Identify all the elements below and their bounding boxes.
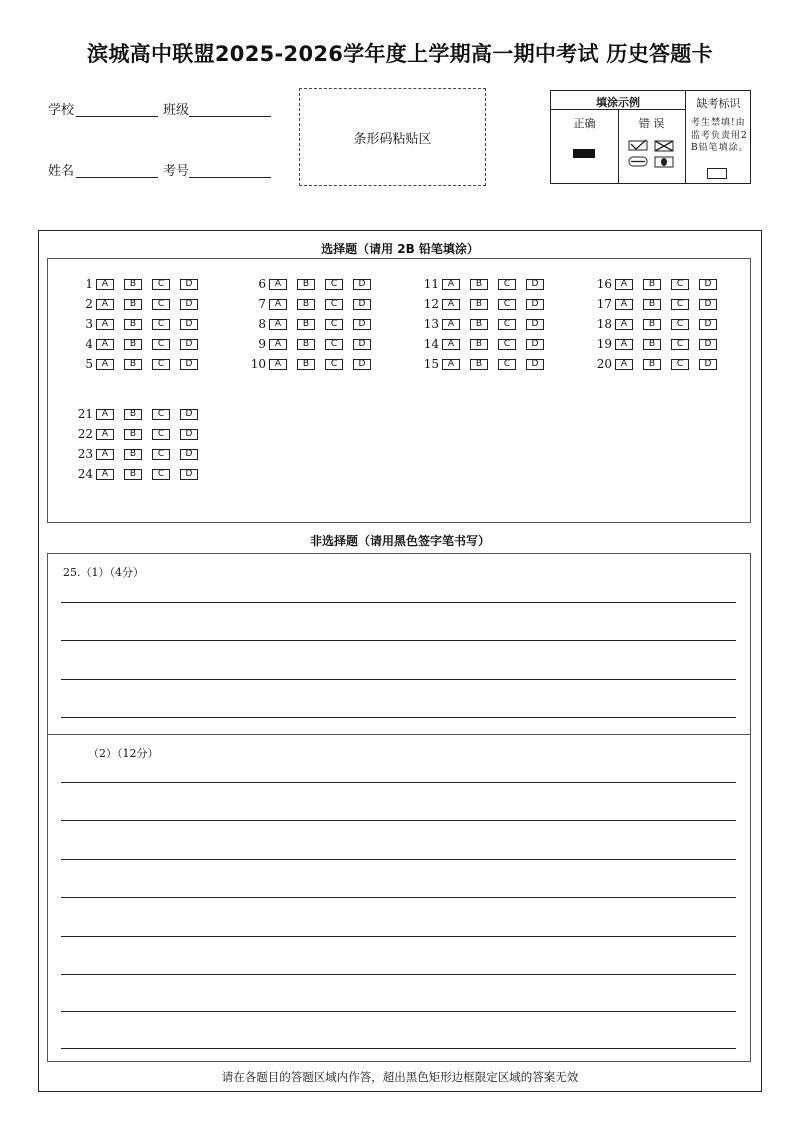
- option-bubble[interactable]: A: [96, 469, 114, 480]
- option-bubble[interactable]: B: [470, 299, 488, 310]
- wrong-marks-icon: [627, 138, 679, 172]
- question-number: 1: [85, 277, 93, 291]
- option-bubble[interactable]: D: [526, 359, 544, 370]
- option-bubble[interactable]: C: [498, 299, 516, 310]
- option-bubble[interactable]: B: [470, 279, 488, 290]
- option-bubble[interactable]: A: [442, 359, 460, 370]
- class-field[interactable]: [189, 100, 271, 117]
- option-bubble[interactable]: D: [180, 429, 198, 440]
- option-bubble[interactable]: C: [671, 319, 689, 330]
- option-bubble[interactable]: D: [180, 299, 198, 310]
- option-bubble[interactable]: C: [152, 429, 170, 440]
- writing-line: [61, 1048, 736, 1049]
- fill-example-box: [550, 90, 751, 184]
- mc-question-row: [73, 467, 208, 481]
- option-bubble[interactable]: B: [470, 359, 488, 370]
- name-label: 姓名: [48, 164, 75, 179]
- question-number: 3: [85, 317, 93, 331]
- option-bubble[interactable]: B: [297, 339, 315, 350]
- question-number: 8: [258, 317, 266, 331]
- writing-line: [61, 679, 736, 680]
- writing-line: [61, 1011, 736, 1012]
- mc-question-row: [246, 297, 381, 311]
- option-bubble[interactable]: C: [325, 359, 343, 370]
- option-bubble[interactable]: A: [96, 319, 114, 330]
- option-bubble[interactable]: A: [96, 359, 114, 370]
- mc-question-row: [592, 297, 727, 311]
- option-bubble[interactable]: D: [353, 359, 371, 370]
- question-number: 16: [596, 277, 612, 291]
- option-bubble[interactable]: B: [297, 319, 315, 330]
- mc-question-row: [246, 337, 381, 351]
- mc-question-row: [419, 277, 554, 291]
- option-bubble[interactable]: C: [498, 279, 516, 290]
- option-bubble[interactable]: A: [615, 319, 633, 330]
- question-number: 18: [596, 317, 612, 331]
- writing-line: [61, 602, 736, 603]
- option-bubble[interactable]: C: [152, 469, 170, 480]
- option-bubble[interactable]: D: [180, 409, 198, 420]
- question-number: 10: [250, 357, 266, 371]
- correct-label: 正确: [573, 117, 596, 130]
- mc-question-row: [73, 297, 208, 311]
- option-bubble[interactable]: A: [615, 339, 633, 350]
- absent-note: 考生禁填!由监考负责用2B铅笔填涂。: [691, 118, 749, 153]
- option-bubble[interactable]: D: [699, 279, 717, 290]
- mc-question-row: [419, 317, 554, 331]
- option-bubble[interactable]: C: [325, 279, 343, 290]
- option-bubble[interactable]: B: [124, 449, 142, 460]
- question-number: 13: [423, 317, 439, 331]
- option-bubble[interactable]: C: [152, 279, 170, 290]
- mc-question-row: [73, 407, 208, 421]
- option-bubble[interactable]: C: [498, 359, 516, 370]
- option-bubble[interactable]: A: [96, 279, 114, 290]
- mc-question-row: [73, 277, 208, 291]
- option-bubble[interactable]: B: [124, 429, 142, 440]
- question-number: 24: [77, 467, 93, 481]
- option-bubble[interactable]: A: [442, 299, 460, 310]
- option-bubble[interactable]: A: [96, 409, 114, 420]
- option-bubble[interactable]: D: [699, 339, 717, 350]
- mc-question-row: [246, 317, 381, 331]
- option-bubble[interactable]: A: [269, 319, 287, 330]
- option-bubble[interactable]: B: [124, 469, 142, 480]
- option-bubble[interactable]: B: [124, 319, 142, 330]
- option-bubble[interactable]: A: [615, 299, 633, 310]
- option-bubble[interactable]: C: [498, 319, 516, 330]
- question-number: 15: [423, 357, 439, 371]
- question-number: 12: [423, 297, 439, 311]
- option-bubble[interactable]: D: [180, 279, 198, 290]
- option-bubble[interactable]: B: [643, 359, 661, 370]
- question-number: 9: [258, 337, 266, 351]
- question-number: 7: [258, 297, 266, 311]
- mc-question-row: [592, 357, 727, 371]
- writing-line: [61, 640, 736, 641]
- class-label: 班级: [163, 103, 190, 118]
- wrong-label: 错 误: [638, 117, 665, 130]
- option-bubble[interactable]: B: [643, 339, 661, 350]
- mc-question-row: [592, 337, 727, 351]
- option-bubble[interactable]: D: [699, 359, 717, 370]
- question-number: 17: [596, 297, 612, 311]
- option-bubble[interactable]: C: [671, 279, 689, 290]
- exam-no-field[interactable]: [189, 161, 271, 178]
- correct-mark-icon: [573, 149, 595, 158]
- option-bubble[interactable]: C: [152, 449, 170, 460]
- option-bubble[interactable]: B: [643, 299, 661, 310]
- option-bubble[interactable]: A: [269, 339, 287, 350]
- question-number: 20: [596, 357, 612, 371]
- option-bubble[interactable]: C: [671, 299, 689, 310]
- option-bubble[interactable]: A: [442, 339, 460, 350]
- writing-line: [61, 820, 736, 821]
- mc-heading: 选择题（请用 2B 铅笔填涂）: [321, 242, 479, 256]
- option-bubble[interactable]: A: [96, 299, 114, 310]
- mc-question-row: [419, 297, 554, 311]
- absent-header: 缺考标识: [696, 97, 741, 110]
- option-bubble[interactable]: B: [470, 339, 488, 350]
- mc-question-row: [592, 317, 727, 331]
- mc-question-row: [246, 357, 381, 371]
- question-number: 19: [596, 337, 612, 351]
- school-field[interactable]: [76, 100, 158, 117]
- exam-no-label: 考号: [163, 164, 190, 179]
- question-number: 4: [85, 337, 93, 351]
- writing-line: [61, 974, 736, 975]
- mc-question-row: [592, 277, 727, 291]
- option-bubble[interactable]: D: [180, 469, 198, 480]
- question-number: 11: [423, 277, 439, 291]
- option-bubble[interactable]: C: [152, 409, 170, 420]
- option-bubble[interactable]: B: [124, 299, 142, 310]
- option-bubble[interactable]: B: [297, 359, 315, 370]
- option-bubble[interactable]: B: [124, 409, 142, 420]
- option-bubble[interactable]: A: [269, 359, 287, 370]
- option-bubble[interactable]: D: [526, 279, 544, 290]
- writing-line: [61, 717, 736, 718]
- writing-line: [61, 782, 736, 783]
- question-number: 2: [85, 297, 93, 311]
- question-number: 22: [77, 427, 93, 441]
- page-title: 滨城高中联盟2025-2026学年度上学期高一期中考试 历史答题卡: [87, 42, 713, 66]
- mc-question-row: [73, 337, 208, 351]
- option-bubble[interactable]: D: [180, 449, 198, 460]
- writing-line: [61, 897, 736, 898]
- option-bubble[interactable]: B: [297, 279, 315, 290]
- barcode-area: [299, 88, 486, 186]
- option-bubble[interactable]: A: [96, 339, 114, 350]
- mc-question-row: [419, 357, 554, 371]
- option-bubble[interactable]: A: [442, 319, 460, 330]
- option-bubble[interactable]: C: [325, 339, 343, 350]
- mc-question-row: [73, 427, 208, 441]
- option-bubble[interactable]: C: [152, 339, 170, 350]
- option-bubble[interactable]: C: [671, 339, 689, 350]
- option-bubble[interactable]: C: [152, 359, 170, 370]
- question-number: 5: [85, 357, 93, 371]
- fill-example-header: 填涂示例: [596, 96, 640, 109]
- mc-question-row: [73, 317, 208, 331]
- option-bubble[interactable]: A: [269, 299, 287, 310]
- option-bubble[interactable]: D: [353, 299, 371, 310]
- option-bubble[interactable]: A: [615, 279, 633, 290]
- option-bubble[interactable]: D: [526, 319, 544, 330]
- option-bubble[interactable]: B: [124, 279, 142, 290]
- name-field[interactable]: [76, 161, 158, 178]
- option-bubble[interactable]: A: [442, 279, 460, 290]
- footer-note: 请在各题目的答题区域内作答，超出黑色矩形边框限定区域的答案无效: [221, 1070, 579, 1084]
- writing-line: [61, 859, 736, 860]
- option-bubble[interactable]: D: [526, 339, 544, 350]
- school-label: 学校: [48, 103, 75, 118]
- q25-part1-box[interactable]: [47, 553, 751, 735]
- option-bubble[interactable]: C: [152, 319, 170, 330]
- option-bubble[interactable]: B: [643, 279, 661, 290]
- option-bubble[interactable]: D: [526, 299, 544, 310]
- mc-question-row: [73, 447, 208, 461]
- writing-line: [61, 936, 736, 937]
- question-number: 14: [423, 337, 439, 351]
- option-bubble[interactable]: D: [699, 319, 717, 330]
- option-bubble[interactable]: C: [498, 339, 516, 350]
- question-number: 6: [258, 277, 266, 291]
- option-bubble[interactable]: B: [643, 319, 661, 330]
- mc-question-row: [73, 357, 208, 371]
- option-bubble[interactable]: B: [297, 299, 315, 310]
- option-bubble[interactable]: A: [269, 279, 287, 290]
- option-bubble[interactable]: D: [180, 359, 198, 370]
- option-bubble[interactable]: C: [671, 359, 689, 370]
- q25-part2-box[interactable]: [47, 734, 751, 1062]
- option-bubble[interactable]: C: [325, 299, 343, 310]
- option-bubble[interactable]: D: [353, 339, 371, 350]
- option-bubble[interactable]: B: [124, 339, 142, 350]
- option-bubble[interactable]: A: [615, 359, 633, 370]
- option-bubble[interactable]: D: [353, 319, 371, 330]
- mc-question-row: [419, 337, 554, 351]
- option-bubble[interactable]: C: [325, 319, 343, 330]
- option-bubble[interactable]: A: [96, 429, 114, 440]
- mc-question-row: [246, 277, 381, 291]
- option-bubble[interactable]: D: [699, 299, 717, 310]
- q25-part1-label: 25.（1）（4分）: [63, 566, 144, 579]
- question-number: 21: [77, 407, 93, 421]
- option-bubble[interactable]: D: [353, 279, 371, 290]
- option-bubble[interactable]: B: [124, 359, 142, 370]
- free-heading: 非选择题（请用黑色签字笔书写）: [309, 534, 490, 548]
- option-bubble[interactable]: A: [96, 449, 114, 460]
- option-bubble[interactable]: D: [180, 339, 198, 350]
- option-bubble[interactable]: D: [180, 319, 198, 330]
- option-bubble[interactable]: B: [470, 319, 488, 330]
- barcode-label: 条形码粘贴区: [353, 131, 432, 147]
- question-number: 23: [77, 447, 93, 461]
- absent-mark-box[interactable]: [707, 168, 727, 179]
- option-bubble[interactable]: C: [152, 299, 170, 310]
- q25-part2-label: （2）（12分）: [88, 747, 159, 760]
